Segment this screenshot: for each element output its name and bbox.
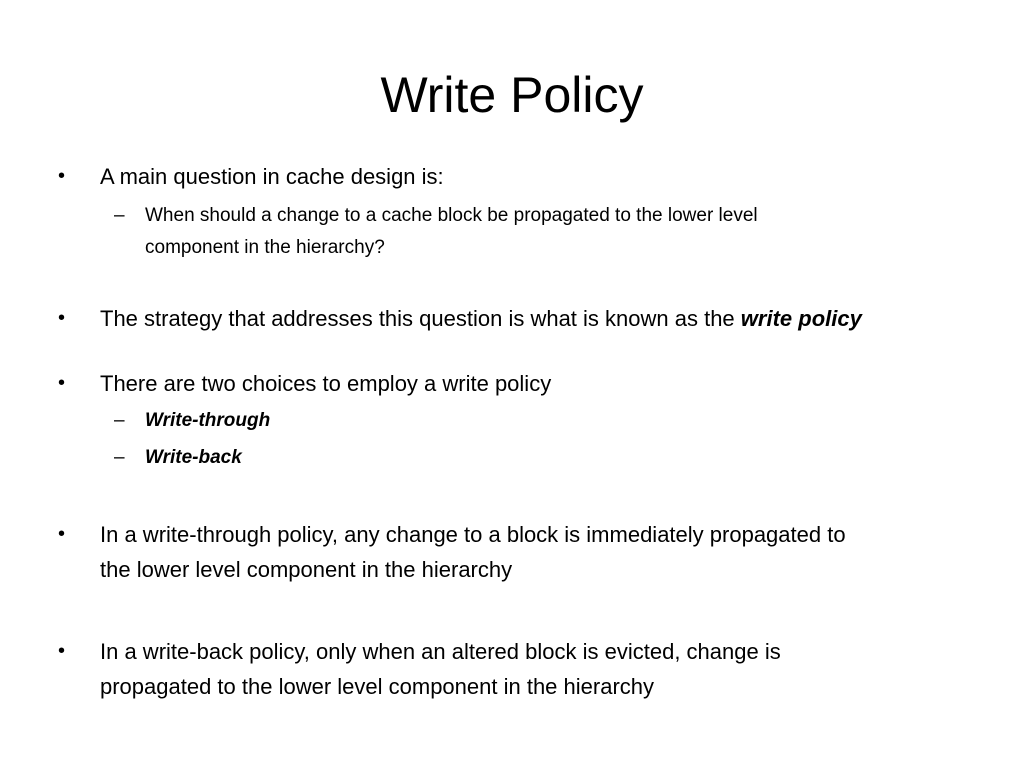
bullet-text	[100, 634, 1000, 704]
bullet-text	[100, 301, 1000, 336]
bullet-icon: •	[58, 372, 66, 394]
bullet-text: A main question in cache design is:	[100, 164, 444, 189]
dash-icon: –	[114, 410, 125, 431]
sub-bullet-line: component in the hierarchy?	[145, 237, 385, 258]
dash-icon: –	[114, 447, 125, 468]
bullet-icon: •	[58, 640, 66, 662]
sub-bullet-text	[145, 200, 945, 264]
bullet-icon: •	[58, 165, 66, 187]
bullet-line: In a write-through policy, any change to a block is immediately propagated to	[100, 522, 846, 547]
dash-icon: –	[114, 205, 125, 226]
bullet-icon: •	[58, 307, 66, 329]
bullet-line: In a write-back policy, only when an altered block is evicted, change is	[100, 639, 781, 664]
bullet-text-plain: The strategy that addresses this question is what is known as the	[100, 306, 741, 331]
bullet-text: There are two choices to employ a write policy	[100, 371, 552, 396]
bullet-line: propagated to the lower level component in the hierarchy	[100, 674, 655, 699]
bullet-line: the lower level component in the hierarchy	[100, 557, 513, 582]
bullet-icon: •	[58, 523, 66, 545]
sub-bullet-text: Write-through	[145, 410, 271, 431]
slide-title: Write Policy	[380, 67, 644, 123]
bullet-text-emphasis: write policy	[740, 306, 862, 331]
sub-bullet-text: Write-back	[145, 447, 242, 468]
bullet-text	[100, 517, 1000, 587]
sub-bullet-line: When should a change to a cache block be propagated to the lower level	[145, 205, 758, 226]
